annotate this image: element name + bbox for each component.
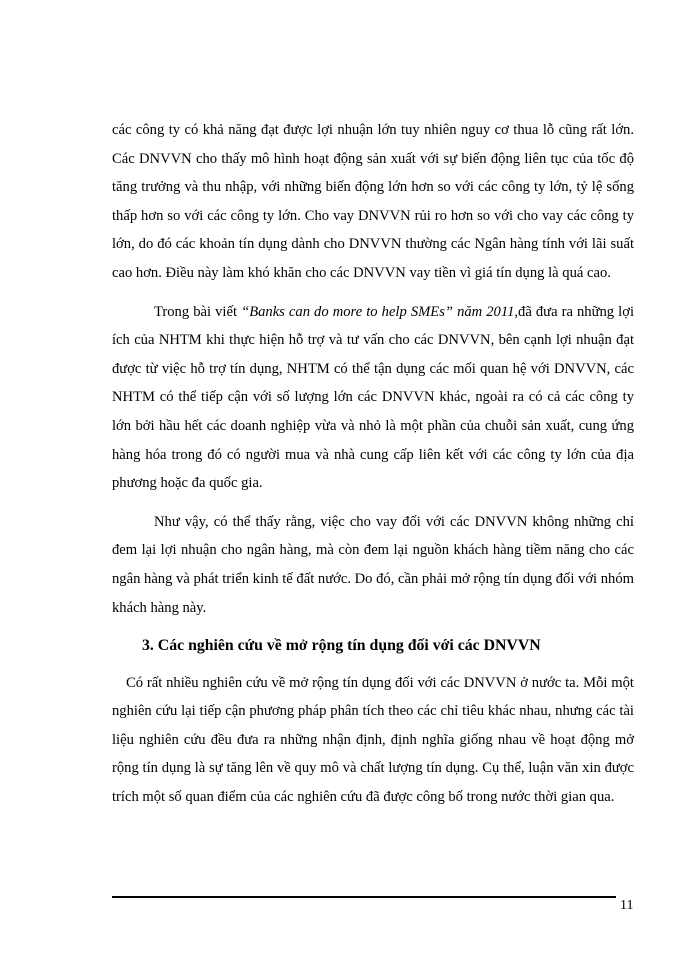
footer-divider: [112, 896, 616, 898]
paragraph-1: các công ty có khả năng đạt được lợi nhuận lớn tuy nhiên nguy cơ thua lỗ cũng rất lớn. Các DNVVN cho thấy mô hình hoạt động sản xuất với sự biến động liên tục của tốc độ tăng trưởng và thu nhập, với những biến động lớn hơn so với các công ty lớn, tỷ lệ sống thấp hơn so với các công ty lớn. Cho vay DNVVN rủi ro hơn so với cho vay các công ty lớn, do đó các khoản tín dụng dành cho DNVVN thường các Ngân hàng tính với lãi suất cao hơn. Điều này làm khó khăn cho các DNVVN vay tiền vì giá tín dụng là quá cao.: [112, 122, 634, 281]
paragraph-4: Có rất nhiều nghiên cứu về mở rộng tín dụng đối với các DNVVN ở nước ta. Mỗi một nghiên cứu lại tiếp cận phương pháp phân tích theo các chỉ tiêu khác nhau, nhưng các tài liệu nghiên cứu đều đưa ra những nhận định, định nghĩa giống nhau về hoạt động mở rộng tín dụng là sự tăng lên về quy mô và chất lượng tín dụng. Cụ thể, luận văn xin được trích một số quan điểm của các nghiên cứu đã được công bố trong nước thời gian qua.: [112, 674, 634, 806]
paragraph-2: [112, 298, 634, 498]
paragraph-2-intro: Trong bài viết: [154, 303, 237, 320]
paragraph-3: Như vậy, có thể thấy rằng, việc cho vay đối với các DNVVN không những chỉ đem lại lợi nhuận cho ngân hàng, mà còn đem lại nguồn khách hàng tiềm năng cho các ngân hàng và phát triển kinh tế đất nước. Do đó, cần phải mở rộng tín dụng đối với nhóm khách hàng này.: [112, 513, 634, 616]
document-body: [112, 116, 634, 822]
paragraph-2-citation: “Banks can do more to help SMEs” năm 2011: [241, 303, 515, 320]
page-number: 11: [620, 898, 634, 913]
paragraph-2-rest: ,đã đưa ra những lợi ích của NHTM khi thực hiện hỗ trợ và tư vấn cho các DNVVN, bên cạnh lợi nhuận đạt được từ việc hỗ trợ tín dụng, NHTM có thể tận dụng các mối quan hệ với DNVVN, các NHTM có thể tiếp cận với số lượng lớn các DNVVN khác, ngoài ra có cả các công ty lớn bởi hầu hết các doanh nghiệp vừa và nhỏ là một phần của chuỗi sản xuất, cung ứng hàng hóa trong đó có người mua và nhà cung cấp liên kết với các công ty lớn của địa phương hoặc đa quốc gia.: [112, 303, 634, 492]
section-heading-3: 3. Các nghiên cứu về mở rộng tín dụng đối với các DNVVN: [142, 637, 541, 655]
